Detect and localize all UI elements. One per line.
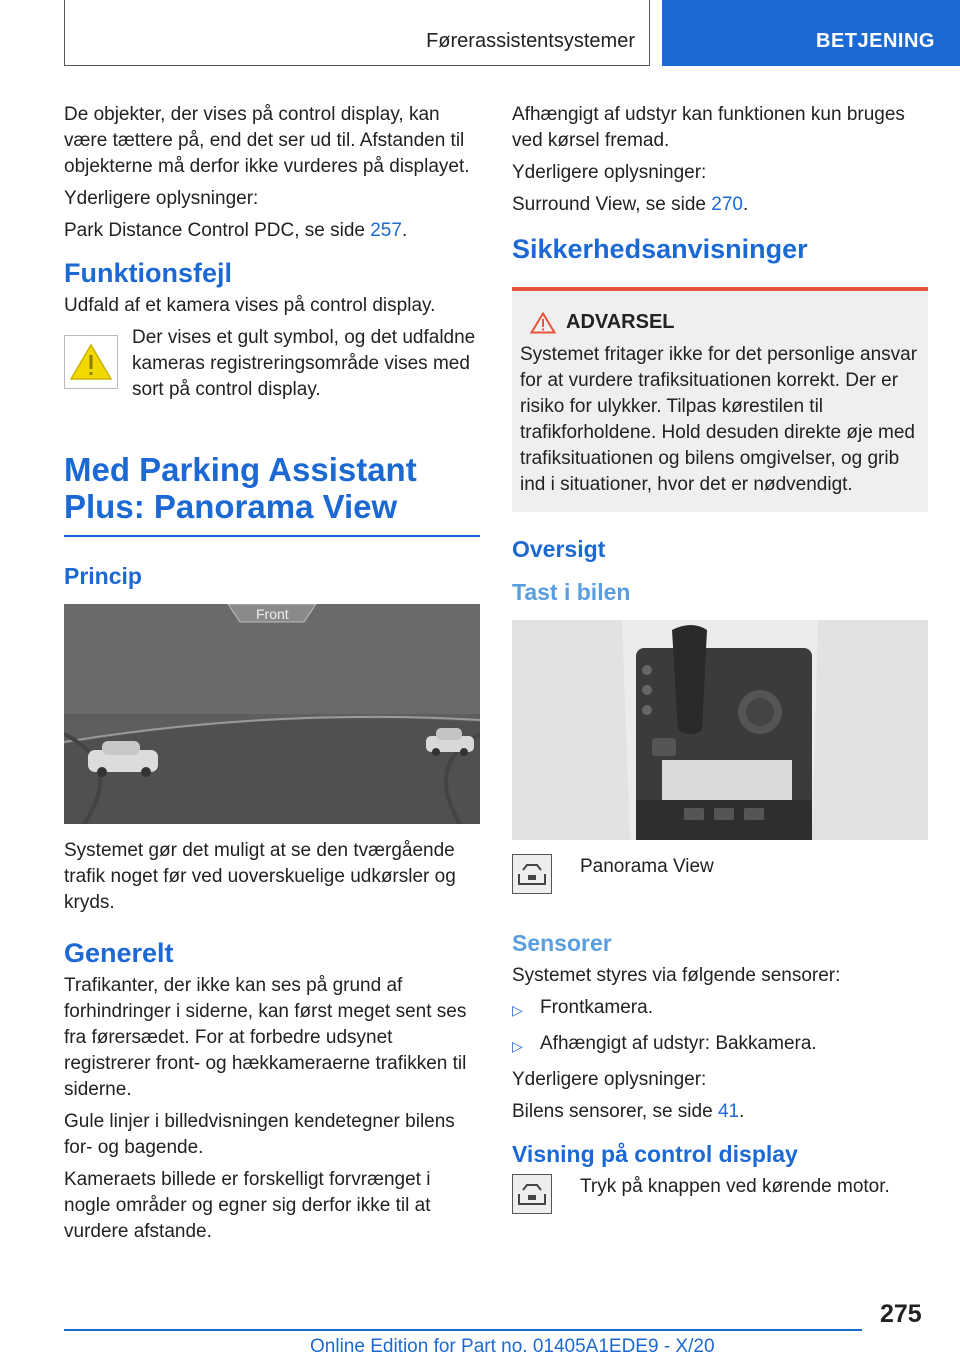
more-info-label-2: Yderligere oplysninger: xyxy=(512,162,707,183)
press-button-text: Tryk på knappen ved kørende motor. xyxy=(580,1176,890,1197)
sensor-list xyxy=(512,995,928,1059)
list-item: ▷ Afhængigt af udstyr: Bakkamera. xyxy=(512,1031,928,1059)
surround-view-reference: Surround View, se side 270. xyxy=(512,194,749,215)
header-chapter-tab[interactable] xyxy=(662,0,960,66)
sensors-page-link[interactable]: 41 xyxy=(717,1101,740,1122)
panorama-view-image xyxy=(64,604,480,824)
console-button-image xyxy=(512,620,928,840)
right-column xyxy=(512,102,928,1234)
page-number: 275 xyxy=(880,1300,922,1328)
bullet-triangle-icon: ▷ xyxy=(512,1038,523,1054)
forward-only-paragraph: Afhængigt af udstyr kan funktionen kun bruges ved kørsel fremad. xyxy=(512,104,905,151)
sensorer-paragraph: Systemet styres via følgende sensorer: xyxy=(512,965,841,986)
front-label: Front xyxy=(256,606,289,622)
funktionsfejl-paragraph: Udfald af et kamera vises på control display. xyxy=(64,295,436,316)
footer-divider xyxy=(64,1329,862,1331)
list-item: ▷ Frontkamera. xyxy=(512,995,928,1023)
heading-oversigt: Oversigt xyxy=(512,536,606,562)
more-info-label: Yderligere oplysninger: xyxy=(64,188,259,209)
heading-funktionsfejl: Funktionsfejl xyxy=(64,258,232,288)
heading-panorama-view: Med Parking Assistant Plus: Panorama View xyxy=(64,451,480,537)
more-info-label-3: Yderligere oplysninger: xyxy=(512,1069,707,1090)
generelt-paragraph-2: Gule linjer i billedvisningen kendetegner bilens for- og bagende. xyxy=(64,1111,455,1158)
warning-text: Systemet fritager ikke for det personlige ansvar for at vurdere trafiksituationen korrekt. Der er risiko for ulykker. Tilpas kørestilen til trafikforholdene. Hold desuden direkte øje med trafiksituationen og bilens omgivelser, og grib ind i situationer, hvor det er nødvendigt. xyxy=(520,344,918,495)
heading-sikkerhed: Sikkerhedsanvisninger xyxy=(512,234,808,264)
warning-box xyxy=(512,287,928,512)
heading-visning: Visning på control display xyxy=(512,1141,798,1167)
intro-paragraph: De objekter, der vises på control display, kan være tættere på, end det ser ud til. Afstanden til objekterne må derfor ikke vurderes på displayet. xyxy=(64,104,470,177)
yellow-symbol-text: Der vises et gult symbol, og det udfaldne kameras registreringsområde vises med sort på control display. xyxy=(132,327,476,400)
header-section-title: Førerassistentsystemer xyxy=(426,30,635,52)
footer-edition: Online Edition for Part no. 01405A1EDE9 - X/20 xyxy=(310,1336,715,1357)
header-section-box xyxy=(64,0,650,66)
yellow-warning-icon xyxy=(64,335,118,389)
generelt-paragraph-3: Kameraets billede er forskelligt forvrænget i nogle områder og egner sig derfor ikke til at vurdere afstande. xyxy=(64,1169,431,1242)
panorama-view-button-row xyxy=(512,854,928,908)
pdc-reference: Park Distance Control PDC, se side 257. xyxy=(64,220,408,241)
panorama-view-icon[interactable] xyxy=(512,854,552,894)
bullet-triangle-icon: ▷ xyxy=(512,1002,523,1018)
header-chapter-label: BETJENING xyxy=(816,30,935,52)
surround-view-page-link[interactable]: 270 xyxy=(711,194,743,215)
warning-triangle-icon xyxy=(530,312,556,334)
princip-paragraph: Systemet gør det muligt at se den tværgående trafik noget før ved uoverskuelige udkørsler og kryds. xyxy=(64,840,456,913)
generelt-paragraph-1: Trafikanter, der ikke kan ses på grund af forhindringer i siderne, kan først meget sent ses fra førersædet. For at forbedre udsynet registrerer front- og hækkameraerne trafikken til siderne. xyxy=(64,975,467,1100)
heading-princip: Princip xyxy=(64,563,142,589)
panorama-view-label: Panorama View xyxy=(580,856,714,877)
sensors-reference: Bilens sensorer, se side 41. xyxy=(512,1101,745,1122)
press-button-row xyxy=(512,1174,928,1228)
left-column xyxy=(64,102,480,1251)
panorama-view-icon-2[interactable] xyxy=(512,1174,552,1214)
warning-title: ADVARSEL xyxy=(566,311,675,333)
yellow-symbol-note xyxy=(64,325,480,409)
heading-sensorer: Sensorer xyxy=(512,930,612,956)
heading-generelt: Generelt xyxy=(64,938,174,968)
heading-tast-i-bilen: Tast i bilen xyxy=(512,579,631,605)
pdc-page-link[interactable]: 257 xyxy=(370,220,402,241)
